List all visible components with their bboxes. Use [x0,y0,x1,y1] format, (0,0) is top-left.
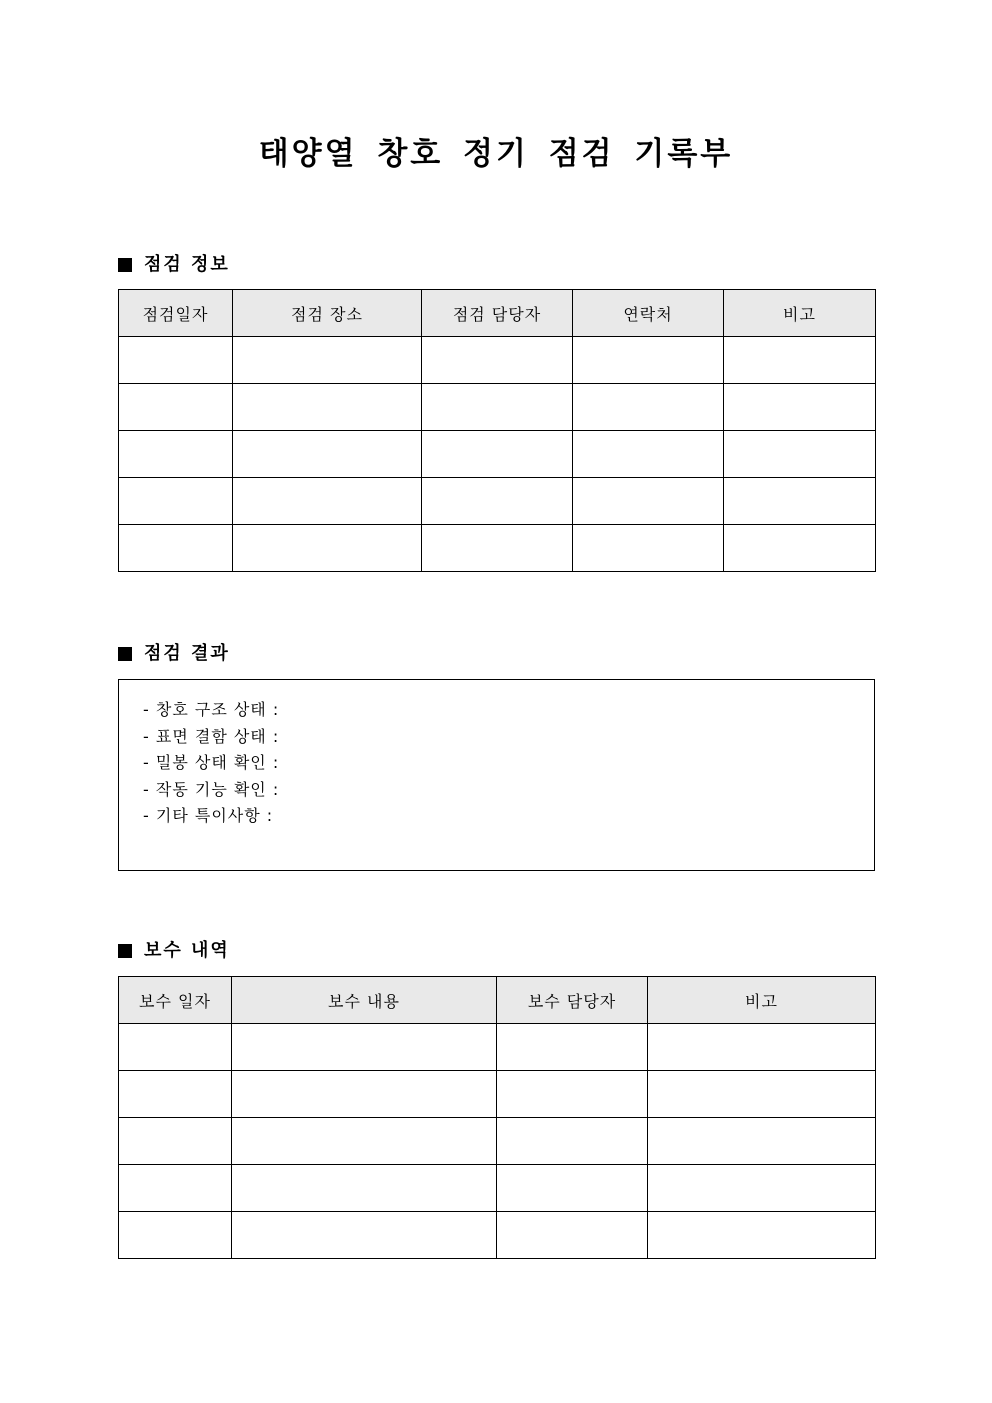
table-row [119,1024,876,1071]
table-cell[interactable] [422,337,573,384]
table-cell[interactable] [422,525,573,572]
table-cell[interactable] [232,1165,497,1212]
table-cell[interactable] [422,431,573,478]
table-cell[interactable] [497,1212,648,1259]
table-cell[interactable] [648,1071,876,1118]
table-header-row [119,290,876,337]
table-cell[interactable] [233,337,422,384]
table-cell[interactable] [497,1024,648,1071]
column-header-repair-person: 보수 담당자 [497,977,648,1024]
square-bullet-icon [118,647,132,661]
list-item: - 밀봉 상태 확인 : [143,753,280,772]
inspection-info-heading-label: 점검 정보 [144,254,230,275]
table-cell[interactable] [724,525,876,572]
table-row [119,337,876,384]
inspection-result-heading-label: 점검 결과 [144,643,230,664]
table-cell[interactable] [119,384,233,431]
column-header-repair-content: 보수 내용 [232,977,497,1024]
table-row [119,1165,876,1212]
table-cell[interactable] [233,431,422,478]
table-cell[interactable] [232,1212,497,1259]
repair-history-heading [118,939,230,963]
column-header-inspector: 점검 담당자 [422,290,573,337]
inspection-info-heading [118,253,230,277]
table-cell[interactable] [724,384,876,431]
table-cell[interactable] [119,478,233,525]
square-bullet-icon [118,258,132,272]
table-cell[interactable] [119,525,233,572]
table-cell[interactable] [573,525,724,572]
table-cell[interactable] [648,1118,876,1165]
table-row [119,1118,876,1165]
table-row [119,431,876,478]
list-item: - 창호 구조 상태 : [143,700,280,719]
table-cell[interactable] [648,1024,876,1071]
table-cell[interactable] [119,1024,232,1071]
table-cell[interactable] [119,337,233,384]
table-cell[interactable] [233,384,422,431]
document-title: 태양열 창호 정기 점검 기록부 [258,136,734,172]
table-cell[interactable] [232,1071,497,1118]
column-header-inspection-location: 점검 장소 [233,290,422,337]
repair-history-table [118,976,876,1259]
table-row [119,478,876,525]
inspection-info-table [118,289,876,572]
list-item: - 표면 결함 상태 : [143,726,280,746]
table-cell[interactable] [233,525,422,572]
column-header-contact: 연락처 [573,290,724,337]
square-bullet-icon [118,944,132,958]
table-cell[interactable] [119,1118,232,1165]
table-cell[interactable] [724,337,876,384]
table-cell[interactable] [119,1212,232,1259]
column-header-repair-date: 보수 일자 [119,977,232,1024]
inspection-result-heading [118,642,230,666]
column-header-remarks: 비고 [724,290,876,337]
table-cell[interactable] [497,1071,648,1118]
table-row [119,525,876,572]
inspection-result-box[interactable] [118,679,875,871]
table-cell[interactable] [119,1165,232,1212]
table-cell[interactable] [119,1071,232,1118]
table-cell[interactable] [724,478,876,525]
table-cell[interactable] [422,384,573,431]
table-cell[interactable] [724,431,876,478]
table-cell[interactable] [573,384,724,431]
table-cell[interactable] [497,1165,648,1212]
table-row [119,384,876,431]
table-cell[interactable] [119,431,233,478]
repair-history-heading-label: 보수 내역 [144,940,230,961]
inspection-result-list [119,680,874,830]
table-cell[interactable] [422,478,573,525]
table-cell[interactable] [232,1118,497,1165]
table-cell[interactable] [648,1165,876,1212]
column-header-remarks: 비고 [648,977,876,1024]
list-item: - 기타 특이사항 : [143,806,274,825]
table-cell[interactable] [573,337,724,384]
table-header-row [119,977,876,1024]
table-row [119,1071,876,1118]
table-row [119,1212,876,1259]
table-cell[interactable] [232,1024,497,1071]
table-cell[interactable] [648,1212,876,1259]
table-cell[interactable] [573,431,724,478]
table-cell[interactable] [573,478,724,525]
column-header-inspection-date: 점검일자 [119,290,233,337]
table-cell[interactable] [233,478,422,525]
list-item: - 작동 기능 확인 : [143,779,280,799]
table-cell[interactable] [497,1118,648,1165]
